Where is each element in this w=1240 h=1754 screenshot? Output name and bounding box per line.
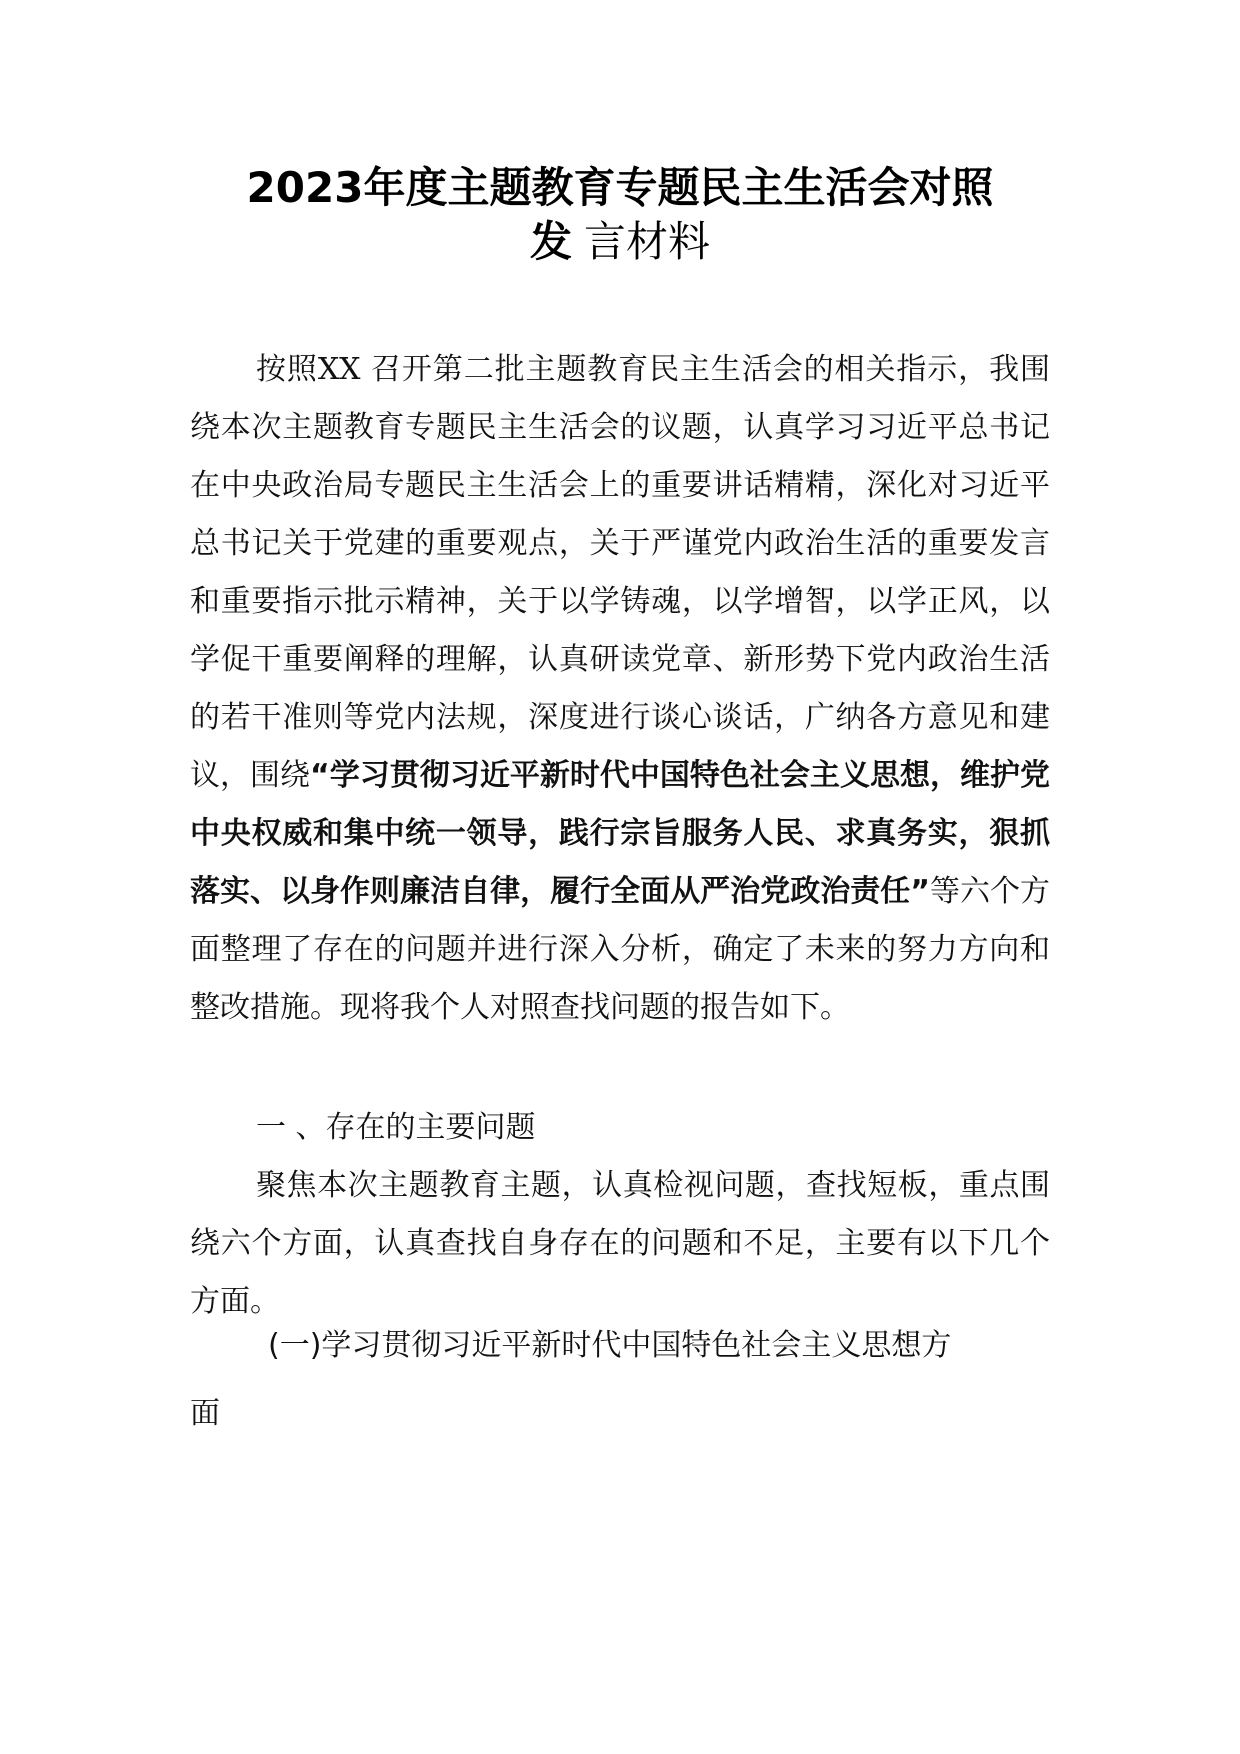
intro-text-start: 按照	[256, 352, 318, 387]
subsection-heading-text-end: 面	[190, 1396, 220, 1431]
document-title-line-2	[160, 214, 1080, 270]
title-line-2-rest: 言材料	[584, 217, 711, 266]
section-heading-main-problems: 一 、存在的主要问题	[256, 1110, 536, 1145]
intro-bold-topics: “学习贯彻习近平新时代中国特色社会主义思想，维护党中央权威和集中统一领导，践行宗旨服务人民、求真务实，狠抓落实、以身作则廉洁自律，履行全面从严治党政治责任”	[190, 758, 1051, 909]
title-line-2-bold-char: 发	[529, 217, 572, 266]
intro-text-end: 等六个方面整理了存在的问题并进行深入分析，确定了未来的努力方向和整改措施。现将我个人对照查找问题的报告如下。	[190, 874, 1051, 1025]
subsection-heading-text: (一)学习贯彻习近平新时代中国特色社会主义思想方	[268, 1328, 952, 1363]
section-paragraph-focus: 聚焦本次主题教育主题，认真检视问题，查找短板，重点围绕六个方面，认真查找自身存在的问题和不足，主要有以下几个方面。	[190, 1168, 1050, 1319]
subsection-heading-study	[190, 1317, 1050, 1443]
intro-paragraph	[190, 341, 1050, 1037]
intro-placeholder-xx: XX	[317, 352, 361, 387]
intro-text-middle: 召开第二批主题教育民主生活会的相关指示，我围绕本次主题教育专题民主生活会的议题，认真学习习近平总书记在中央政治局专题民主生活会上的重要讲话精精，深化对习近平总书记关于党建的重要观点，关于严谨党内政治生活的重要发言和重要指示批示精神，关于以学铸魂，以学增智，以学正风，以学促干重要阐释的理解，认真研读党章、新形势下党内政治生活的若干准则等党内法规，深度进行谈心谈话，广纳各方意见和建议，围绕	[190, 352, 1050, 793]
document-title-line-1: 2023年度主题教育专题民主生活会对照	[246, 163, 994, 212]
